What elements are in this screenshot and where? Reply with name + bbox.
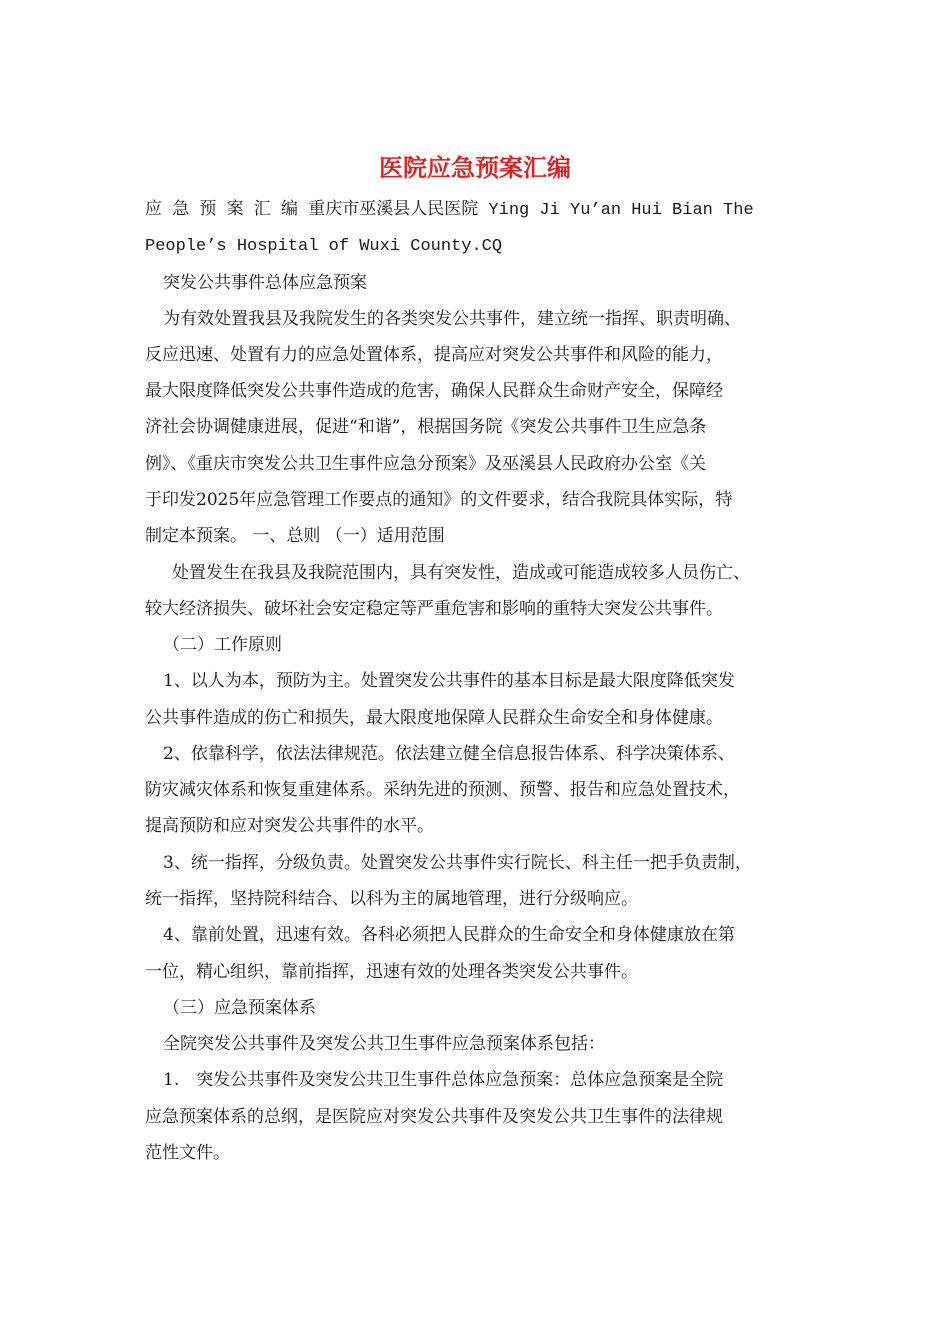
paragraph-line: 提高预防和应对突发公共事件的水平。 [145,816,434,836]
paragraph-line: 公共事件造成的伤亡和损失，最大限度地保障人民群众生命安全和身体健康。 [145,708,723,728]
list-item: 2、依靠科学，依法法律规范。依法建立健全信息报告体系、科学决策体系、 [163,744,735,764]
paragraph-line: 范性文件。 [145,1143,230,1163]
paragraph-line: 于印发2025年应急管理工作要点的通知》的文件要求，结合我院具体实际，特 [145,490,733,510]
paragraph-line: 较大经济损失、破坏社会安定稳定等严重危害和影响的重特大突发公共事件。 [145,599,723,619]
paragraph-line: 最大限度降低突发公共事件造成的危害，确保人民群众生命财产安全，保障经 [145,381,723,401]
paragraph-line: 防灾减灾体系和恢复重建体系。采纳先进的预测、预警、报告和应急处置技术， [145,780,740,800]
paragraph-line: 为有效处置我县及我院发生的各类突发公共事件，建立统一指挥、职责明确、 [163,309,741,329]
paragraph-line: 反应迅速、处置有力的应急处置体系，提高应对突发公共事件和风险的能力， [145,345,723,365]
paragraph-line: 一位，精心组织，靠前指挥，迅速有效的处理各类突发公共事件。 [145,962,638,982]
list-item: 4、靠前处置，迅速有效。各科必须把人民群众的生命安全和身体健康放在第 [163,925,735,945]
header-line-1: 应 急 预 案 汇 编 重庆市巫溪县人民医院 Ying Ji Yu’an Hui Bian The [145,201,754,220]
paragraph-line: 统一指挥，坚持院科结合、以科为主的属地管理，进行分级响应。 [145,889,638,909]
list-item: 1. 突发公共事件及突发公共卫生事件总体应急预案：总体应急预案是全院 [163,1070,724,1090]
paragraph-line: 制定本预案。 一、总则 （一）适用范围 [145,526,445,546]
list-item: 1、以人为本，预防为主。处置突发公共事件的基本目标是最大限度降低突发 [163,671,735,691]
subsection-heading: （二）工作原则 [163,635,282,655]
paragraph-line: 处置发生在我县及我院范围内，具有突发性，造成或可能造成较多人员伤亡、 [172,563,750,583]
section-heading: 突发公共事件总体应急预案 [163,273,367,293]
paragraph-line: 应急预案体系的总纲，是医院应对突发公共事件及突发公共卫生事件的法律规 [145,1107,723,1127]
list-item: 3、统一指挥，分级负责。处置突发公共事件实行院长、科主任一把手负责制， [163,853,752,873]
paragraph-line: 济社会协调健康进展，促进“和谐”，根据国务院《突发公共事件卫生应急条 [145,417,707,437]
header-line-2: People’s Hospital of Wuxi County.CQ [145,237,503,256]
paragraph-line: 全院突发公共事件及突发公共卫生事件应急预案体系包括： [163,1034,605,1054]
document-title: 医院应急预案汇编 [379,153,571,182]
paragraph-line: 例》、《重庆市突发公共卫生事件应急分预案》及巫溪县人民政府办公室《关 [145,454,706,474]
subsection-heading: （三）应急预案体系 [163,998,316,1018]
